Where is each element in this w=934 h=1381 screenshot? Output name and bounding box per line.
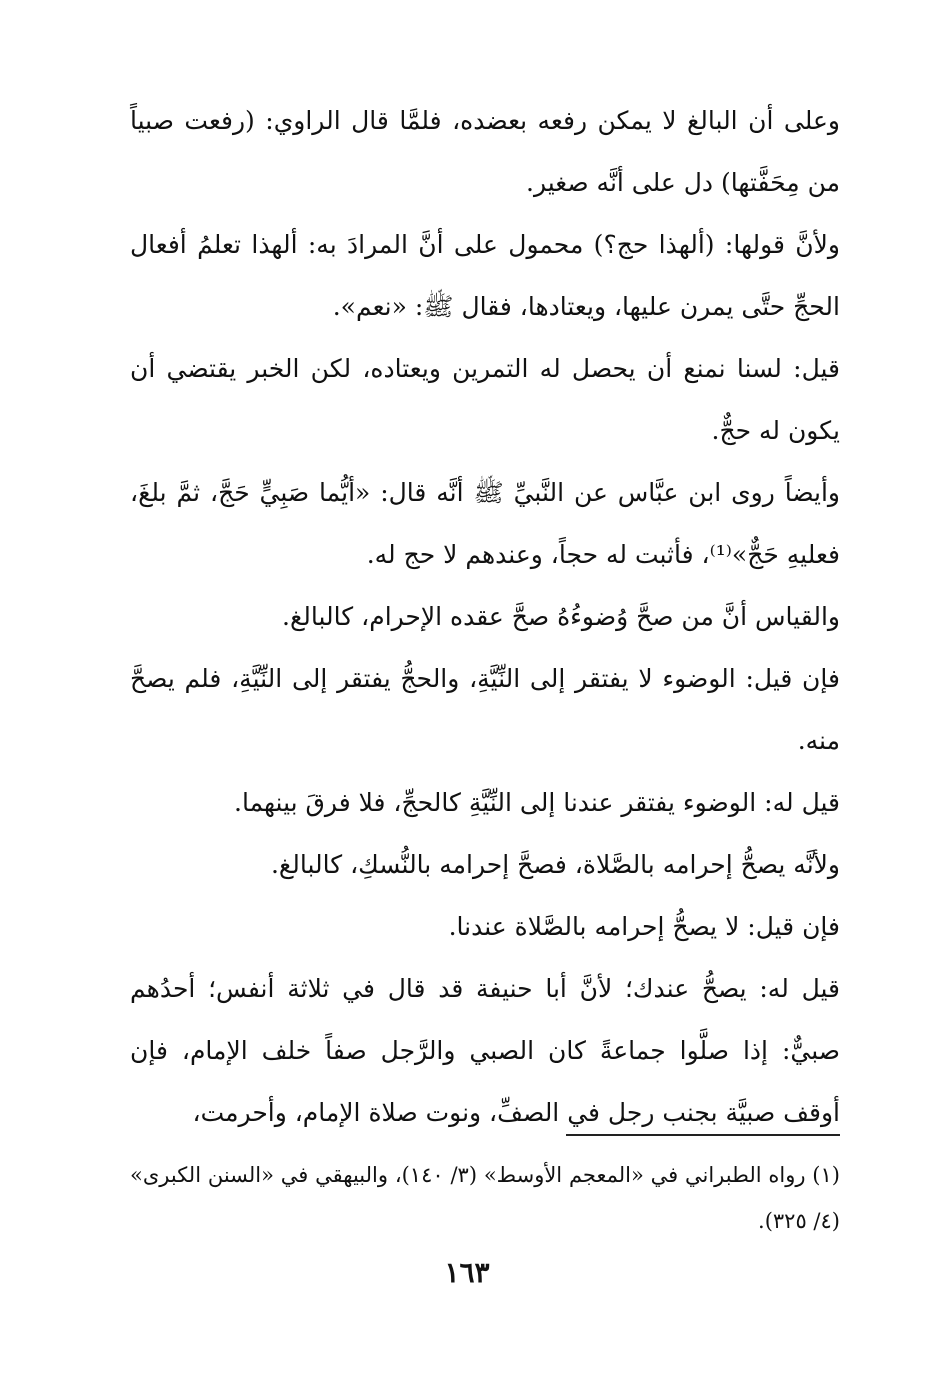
paragraph: وأيضاً روى ابن عبَّاس عن النَّبيِّ ﷺ أنَّه قال: «أيُّما صَبِيٍّ حَجَّ، ثمَّ بلغَ، فعليهِ حَجٌّ»⁽¹⁾، فأثبت له حجاً، وعندهم لا حج له.	[130, 478, 840, 569]
paragraph: فإن قيل: لا يصحُّ إحرامه بالصَّلاة عندنا.	[448, 912, 840, 941]
paragraph: وعلى أن البالغ لا يمكن رفعه بعضده، فلمَّا قال الراوي: (رفعت صبياً من مِحَفَّتها) دل على أنَّه صغير.	[130, 106, 840, 197]
paragraph: قيل له: الوضوء يفتقر عندنا إلى النِّيَّةِ كالحجِّ، فلا فرقَ بينهما.	[234, 788, 840, 817]
paragraph: ولأنَّه يصحُّ إحرامه بالصَّلاة، فصحَّ إحرامه بالنُّسكِ، كالبالغ.	[270, 850, 840, 879]
paragraph: ولأنَّ قولها: (ألهذا حج؟) محمول على أنَّ المرادَ به: ألهذا تعلمُ أفعال الحجِّ حتَّى يمرن عليها، ويعتادها، فقال ﷺ: «نعم».	[130, 230, 840, 321]
footnote: (١) رواه الطبراني في «المعجم الأوسط» (٣/ ١٤٠)، والبيهقي في «السنن الكبرى» (٤/ ٣٢٥).	[130, 1163, 840, 1233]
paragraph: قيل: لسنا نمنع أن يحصل له التمرين ويعتاده، لكن الخبر يقتضي أن يكون له حجٌّ.	[130, 354, 840, 445]
footnote-separator	[566, 1134, 840, 1136]
footnotes	[130, 1152, 840, 1244]
page-number: ١٦٣	[444, 1256, 490, 1289]
paragraph: قيل له: يصحُّ عندك؛ لأنَّ أبا حنيفة قد قال في ثلاثة أنفس؛ أحدُهم صبيٌّ: إذا صلَّوا جماعةً كان الصبي والرَّجل صفاً خلف الإمام، فإن أوقف صبيَّة بجنب رجل في الصفِّ، ونوت صلاة الإمام، وأحرمت،	[130, 974, 840, 1127]
paragraph: والقياس أنَّ من صحَّ وُضوءُهُ صحَّ عقده الإحرام، كالبالغ.	[282, 602, 840, 631]
paragraph: فإن قيل: الوضوء لا يفتقر إلى النِّيَّةِ، والحجُّ يفتقر إلى النِّيَّةِ، فلم يصحَّ منه.	[130, 664, 840, 755]
main-text	[130, 90, 840, 1144]
